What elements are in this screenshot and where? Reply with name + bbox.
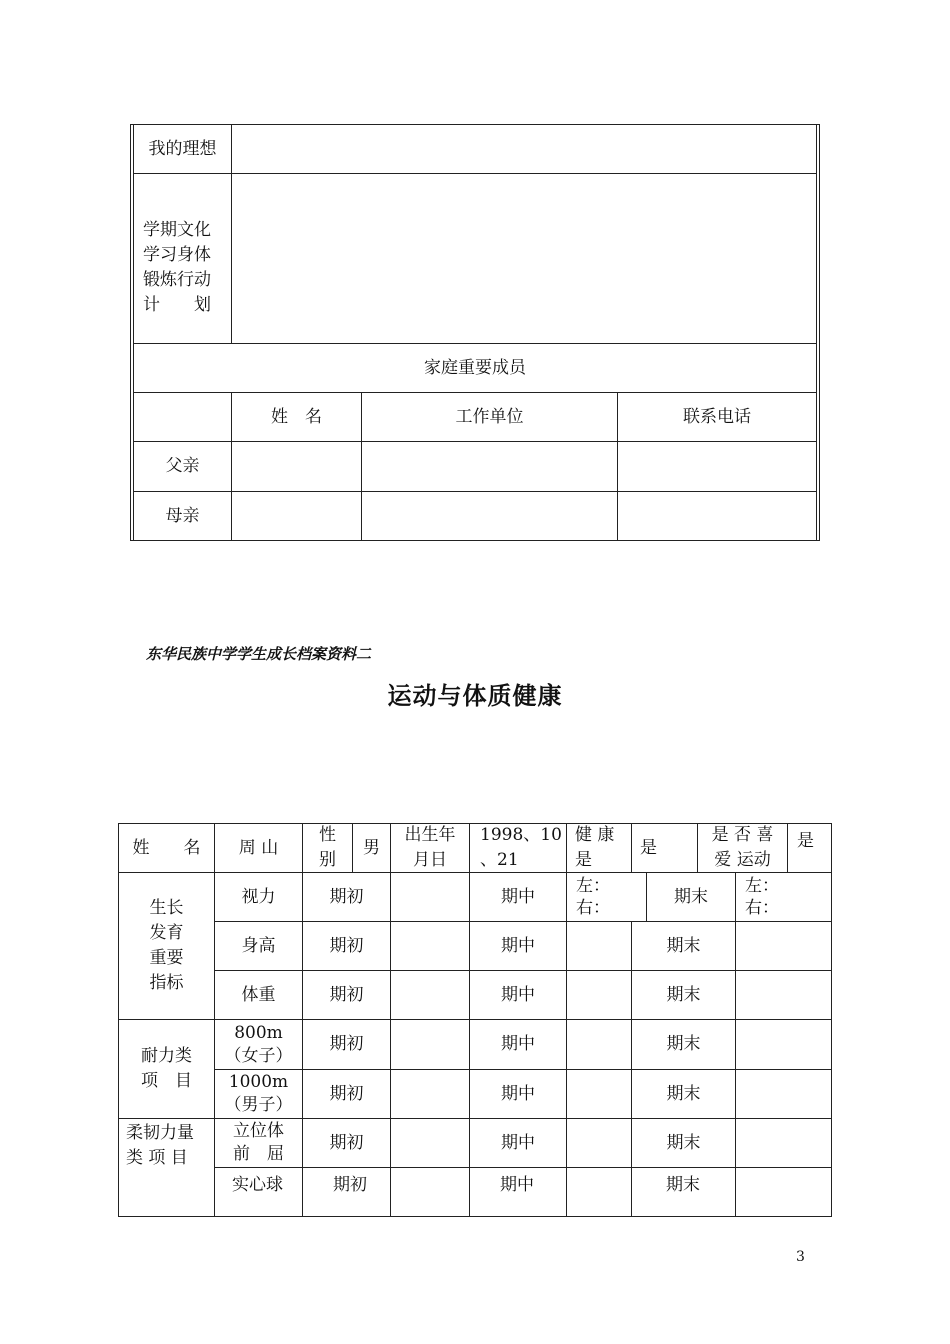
vision-label: 视力 (241, 886, 276, 907)
mid-label: 期中 (501, 984, 535, 1005)
growth-group-label: 生长 发育 重要 指标 (149, 898, 184, 993)
start-label: 期初 (333, 1175, 367, 1195)
vision-end-left-right: 左： 右： (745, 876, 779, 918)
end-label: 期末 (666, 1132, 701, 1153)
subtitle: 东华民族中学学生成长档案资料二 (146, 645, 372, 663)
run800-label: 800m （女子） (224, 1022, 293, 1066)
health-value: 是 (640, 837, 657, 858)
end-label: 期末 (666, 935, 701, 956)
gender-value: 男 (363, 837, 380, 858)
plan-label: 学期文化 学习身体 锻炼行动 计 划 (143, 220, 211, 315)
start-label: 期初 (329, 886, 364, 907)
mid-label: 期中 (501, 935, 535, 956)
health-label: 健 康 是 (575, 825, 615, 870)
mid-label: 期中 (501, 1132, 535, 1153)
col-phone-header: 联系电话 (683, 406, 751, 427)
end-label: 期末 (666, 1175, 700, 1195)
col-name-header: 姓 名 (271, 406, 322, 427)
page-title: 运动与体质健康 (387, 681, 563, 710)
end-label: 期末 (674, 886, 708, 907)
start-label: 期初 (329, 1083, 364, 1104)
likes-sport-label: 是 否 喜 爱 运动 (711, 825, 774, 870)
mid-label: 期中 (501, 1034, 535, 1055)
end-label: 期末 (666, 984, 701, 1005)
father-label: 父亲 (165, 456, 200, 477)
end-label: 期末 (666, 1083, 701, 1104)
flex-group-label: 柔韧力量 类 项 目 (126, 1123, 194, 1168)
medicine-ball-label: 实心球 (232, 1175, 283, 1195)
vision-mid-left-right: 左： 右： (576, 876, 610, 918)
run1000-label: 1000m （男子） (224, 1072, 293, 1115)
sit-reach-label: 立位体 前 屈 (233, 1121, 284, 1164)
end-label: 期末 (666, 1034, 701, 1055)
gender-label: 性 别 (319, 825, 336, 870)
weight-label: 体重 (241, 984, 276, 1005)
mid-label: 期中 (501, 1083, 535, 1104)
start-label: 期初 (329, 935, 364, 956)
endurance-group-label: 耐力类 项 目 (141, 1046, 192, 1091)
ideal-label: 我的理想 (148, 138, 217, 159)
height-label: 身高 (241, 935, 276, 956)
birth-value: 1998、10 、21 (480, 825, 562, 870)
mid-label: 期中 (500, 1175, 534, 1195)
family-header: 家庭重要成员 (424, 357, 526, 378)
birth-label: 出生年 月日 (404, 825, 456, 870)
likes-sport-value: 是 (797, 831, 814, 851)
col-work-header: 工作单位 (455, 406, 524, 427)
name-label: 姓 名 (132, 837, 201, 858)
start-label: 期初 (329, 1132, 364, 1153)
start-label: 期初 (329, 1034, 364, 1055)
start-label: 期初 (329, 984, 364, 1005)
page-number: 3 (796, 1249, 805, 1265)
mid-label: 期中 (501, 886, 535, 907)
mother-label: 母亲 (165, 505, 200, 526)
name-value: 周 山 (238, 837, 279, 858)
